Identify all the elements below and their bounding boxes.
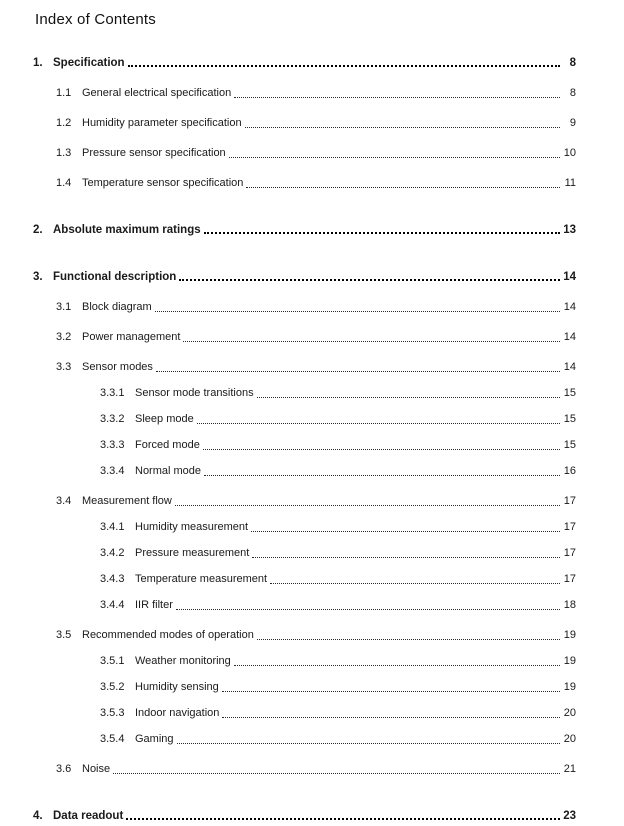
toc-entry-number: 3.4.2 — [100, 547, 125, 559]
dot-leader — [252, 557, 560, 558]
toc-entry[interactable] — [33, 599, 576, 612]
dot-leader — [197, 423, 560, 424]
dot-leader — [234, 97, 560, 98]
toc-entry-title: Humidity sensing — [135, 681, 219, 693]
toc-entry[interactable] — [33, 87, 576, 100]
dot-leader — [204, 232, 560, 234]
toc-entry-page: 15 — [563, 413, 576, 425]
dot-leader — [246, 187, 560, 188]
dot-leader — [128, 65, 560, 67]
toc-entry-number: 4. — [33, 810, 43, 822]
dot-leader — [222, 691, 560, 692]
toc-entry[interactable] — [33, 361, 576, 374]
toc-entry[interactable] — [33, 655, 576, 668]
toc-entry-page: 8 — [569, 57, 576, 69]
toc-entry[interactable] — [33, 629, 576, 642]
toc-entry-page: 14 — [563, 331, 576, 343]
toc-entry-number: 3.5.4 — [100, 733, 125, 745]
dot-leader — [270, 583, 560, 584]
toc-entry-number: 1.4 — [56, 177, 72, 189]
toc-entry-title: Recommended modes of operation — [82, 629, 254, 641]
dot-leader — [245, 127, 560, 128]
toc-entry-number: 3.5.1 — [100, 655, 125, 667]
toc-entry-page: 15 — [563, 439, 576, 451]
dot-leader — [234, 665, 560, 666]
dot-leader — [204, 475, 560, 476]
toc-entry[interactable] — [33, 331, 576, 344]
toc-entry-number: 3.5.3 — [100, 707, 125, 719]
dot-leader — [156, 371, 560, 372]
dot-leader — [113, 773, 560, 774]
toc-entry[interactable] — [33, 224, 576, 237]
toc-entry[interactable] — [33, 707, 576, 720]
toc-entry[interactable] — [33, 810, 576, 823]
toc-entry-page: 20 — [563, 707, 576, 719]
toc-entry-page: 14 — [563, 271, 576, 283]
toc-entry-title: IIR filter — [135, 599, 173, 611]
dot-leader — [203, 449, 560, 450]
toc-entry-page: 14 — [563, 301, 576, 313]
toc-entry[interactable] — [33, 413, 576, 426]
dot-leader — [177, 743, 560, 744]
toc-entry[interactable] — [33, 387, 576, 400]
dot-leader — [251, 531, 560, 532]
toc-entry-title: Sensor modes — [82, 361, 153, 373]
toc-entry[interactable] — [33, 573, 576, 586]
dot-leader — [155, 311, 560, 312]
toc-entry-page: 9 — [569, 117, 576, 129]
toc-entry-number: 3.5.2 — [100, 681, 125, 693]
toc-entry[interactable] — [33, 147, 576, 160]
toc-entry-title: Power management — [82, 331, 181, 343]
toc-entry[interactable] — [33, 681, 576, 694]
toc-entry-number: 3.3.2 — [100, 413, 125, 425]
toc-entry-page: 17 — [563, 495, 576, 507]
dot-leader — [222, 717, 560, 718]
toc-entry-number: 3.4.4 — [100, 599, 125, 611]
toc-entry-number: 3.3.3 — [100, 439, 125, 451]
toc-entry[interactable] — [33, 439, 576, 452]
toc-entry-number: 3.2 — [56, 331, 72, 343]
toc-entry-page: 8 — [569, 87, 576, 99]
toc-entry-page: 16 — [563, 465, 576, 477]
toc-entry-number: 1.2 — [56, 117, 72, 129]
toc-entry-title: Block diagram — [82, 301, 152, 313]
toc-entry-title: Temperature measurement — [135, 573, 268, 585]
toc-entry-title: Temperature sensor specification — [82, 177, 244, 189]
toc-entry[interactable] — [33, 301, 576, 314]
toc-entry[interactable] — [33, 465, 576, 478]
toc-entry-number: 3.4 — [56, 495, 72, 507]
toc-entry[interactable] — [33, 547, 576, 560]
toc-entry-page: 17 — [563, 573, 576, 585]
toc-entry-page: 19 — [563, 655, 576, 667]
toc-entry-page: 19 — [563, 629, 576, 641]
toc-entry-page: 15 — [563, 387, 576, 399]
toc-entry[interactable] — [33, 177, 576, 190]
toc-entry-title: Humidity parameter specification — [82, 117, 242, 129]
toc-entry[interactable] — [33, 763, 576, 776]
toc-entry-title: Measurement flow — [82, 495, 172, 507]
toc-entry-page: 21 — [563, 763, 576, 775]
dot-leader — [257, 639, 560, 640]
toc-entry-number: 3.4.3 — [100, 573, 125, 585]
toc-entry[interactable] — [33, 271, 576, 284]
toc-entry-number: 3.6 — [56, 763, 72, 775]
toc-entry-number: 3.3 — [56, 361, 72, 373]
toc-entry-number: 3.1 — [56, 301, 72, 313]
page-title: Index of Contents — [35, 11, 156, 28]
toc-entry-title: Functional description — [53, 271, 177, 283]
toc-entry[interactable] — [33, 521, 576, 534]
toc-entry-number: 2. — [33, 224, 43, 236]
toc-entry[interactable] — [33, 117, 576, 130]
toc-entry-title: Weather monitoring — [135, 655, 231, 667]
toc-entry-title: Normal mode — [135, 465, 202, 477]
dot-leader — [126, 818, 560, 820]
dot-leader — [183, 341, 560, 342]
dot-leader — [179, 279, 560, 281]
toc-entry-page: 18 — [563, 599, 576, 611]
toc-entry-page: 17 — [563, 521, 576, 533]
toc-entry[interactable] — [33, 495, 576, 508]
dot-leader — [175, 505, 560, 506]
toc-entry-title: Indoor navigation — [135, 707, 220, 719]
toc-entry-title: General electrical specification — [82, 87, 232, 99]
toc-entry-page: 13 — [563, 224, 576, 236]
toc-entry-page: 19 — [563, 681, 576, 693]
toc-entry-title: Specification — [53, 57, 125, 69]
toc-entry-title: Sleep mode — [135, 413, 194, 425]
toc-entry-number: 3. — [33, 271, 43, 283]
toc-entry-title: Sensor mode transitions — [135, 387, 254, 399]
toc-entry-title: Pressure measurement — [135, 547, 250, 559]
toc-entry-title: Humidity measurement — [135, 521, 249, 533]
dot-leader — [229, 157, 560, 158]
toc-entry-page: 23 — [563, 810, 576, 822]
toc-entry-number: 1.3 — [56, 147, 72, 159]
toc-entry-title: Forced mode — [135, 439, 200, 451]
toc-entry-title: Absolute maximum ratings — [53, 224, 201, 236]
toc-entry-title: Pressure sensor specification — [82, 147, 226, 159]
toc-entry-number: 3.4.1 — [100, 521, 125, 533]
dot-leader — [176, 609, 560, 610]
toc-entry-page: 20 — [563, 733, 576, 745]
toc-entry-number: 3.3.1 — [100, 387, 125, 399]
toc-entry-title: Gaming — [135, 733, 174, 745]
toc-entry-page: 17 — [563, 547, 576, 559]
toc-entry[interactable] — [33, 733, 576, 746]
toc-entry[interactable] — [33, 57, 576, 70]
toc-entry-page: 10 — [563, 147, 576, 159]
toc-entry-number: 3.3.4 — [100, 465, 125, 477]
toc-entry-page: 14 — [563, 361, 576, 373]
toc-entry-title: Noise — [82, 763, 111, 775]
dot-leader — [257, 397, 560, 398]
toc-entry-page: 11 — [564, 177, 576, 189]
toc-entry-number: 3.5 — [56, 629, 72, 641]
table-of-contents — [33, 57, 576, 823]
toc-entry-number: 1.1 — [56, 87, 72, 99]
toc-entry-title: Data readout — [53, 810, 124, 822]
toc-entry-number: 1. — [33, 57, 43, 69]
